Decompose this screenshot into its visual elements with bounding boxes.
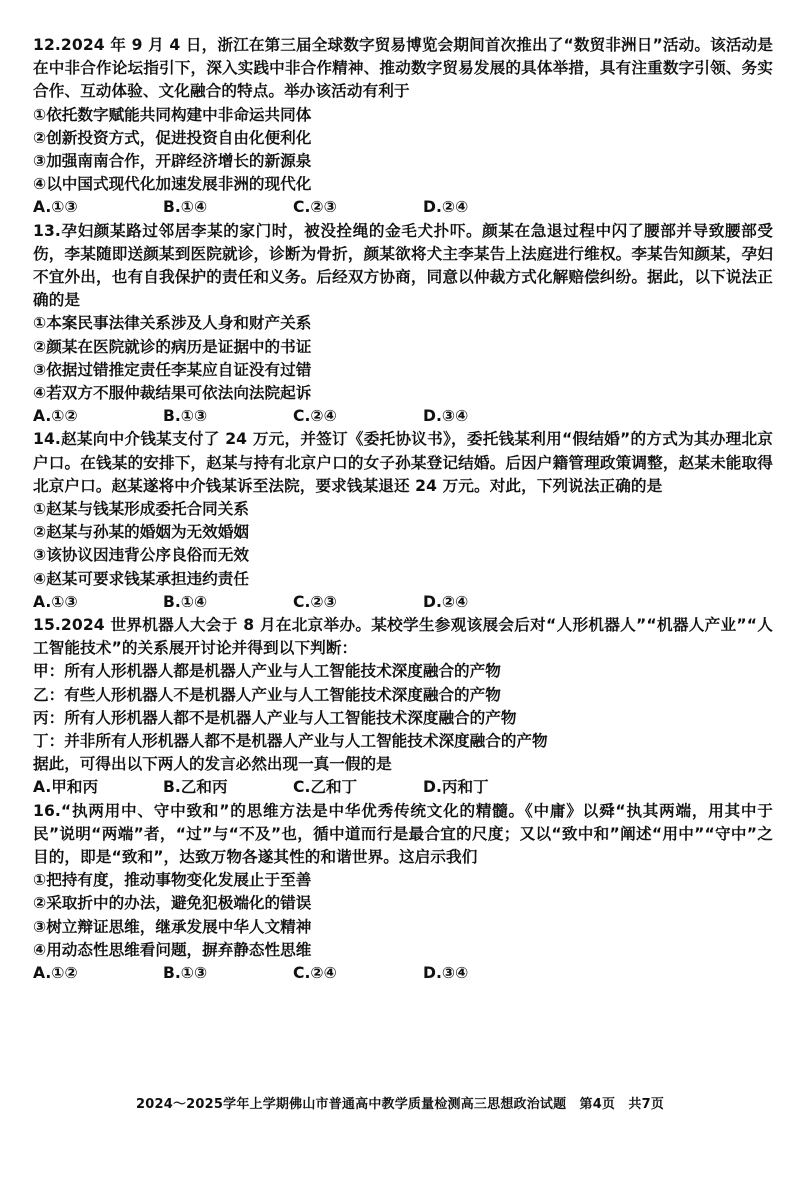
exam-page	[33, 34, 773, 985]
answer-options	[33, 405, 773, 428]
statement-item: 甲：所有人形机器人都是机器人产业与人工智能技术深度融合的产物	[33, 662, 501, 681]
answer-options	[33, 962, 773, 985]
option-c: C.②③	[293, 198, 337, 217]
statement-list	[33, 498, 773, 591]
page-footer: 2024～2025学年上学期佛山市普通高中教学质量检测高三思想政治试题 第4页 共7页	[135, 1097, 665, 1112]
statement-item: ①本案民事法律关系涉及人身和财产关系	[33, 314, 312, 333]
option-b: B.①③	[163, 964, 208, 983]
question-stem: 16.“执两用中、守中致和”的思维方法是中华优秀传统文化的精髓。《中庸》以舜“执其两端，用其中于民”说明“两端”者，“过”与“不及”也，循中道而行是最合宜的尺度；又以“致中和”阐述“用中”“守中”之目的，即是“致和”，达致万物各遂其性的和谐世界。这启示我们	[33, 801, 773, 867]
statement-item: ②创新投资方式，促进投资自由化便利化	[33, 128, 312, 147]
option-b: B.①③	[163, 407, 208, 426]
statement-item: ③加强南南合作，开辟经济增长的新源泉	[33, 152, 312, 171]
option-c: C.乙和丁	[293, 778, 358, 797]
option-a: A.①③	[33, 592, 78, 611]
statement-item: ③该协议因违背公序良俗而无效	[33, 546, 249, 565]
option-a: A.①②	[33, 407, 78, 426]
option-c: C.②③	[293, 592, 337, 611]
statement-item: ④赵某可要求钱某承担违约责任	[33, 569, 249, 588]
statement-list	[33, 312, 773, 405]
statement-list	[33, 869, 773, 962]
statement-item: ②赵某与孙某的婚姻为无效婚姻	[33, 523, 249, 542]
question-13	[33, 220, 773, 429]
statement-item: ②采取折中的办法，避免犯极端化的错误	[33, 894, 312, 913]
answer-options	[33, 591, 773, 614]
option-d: D.②④	[423, 592, 469, 611]
statement-item: ③依据过错推定责任李某应自证没有过错	[33, 360, 312, 379]
option-a: A.甲和丙	[33, 778, 99, 797]
question-16	[33, 800, 773, 986]
option-b: B.①④	[163, 592, 208, 611]
question-12	[33, 34, 773, 220]
option-d: D.③④	[423, 964, 469, 983]
statement-item: ④用动态性思维看问题，摒弃静态性思维	[33, 940, 312, 959]
option-b: B.乙和丙	[163, 778, 228, 797]
statement-item: ①把持有度，推动事物变化发展止于至善	[33, 871, 312, 890]
question-stem: 12.2024 年 9 月 4 日，浙江在第三届全球数字贸易博览会期间首次推出了“数贸非洲日”活动。该活动是在中非合作论坛指引下，深入实践中非合作精神、推动数字贸易发展的具体举措，具有注重数字引领、务实合作、互动体验、文化融合的特点。举办该活动有利于	[33, 36, 773, 101]
option-c: C.②④	[293, 407, 337, 426]
question-stem: 14.赵某向中介钱某支付了 24 万元，并签订《委托协议书》，委托钱某利用“假结婚”的方式为其办理北京户口。在钱某的安排下，赵某与持有北京户口的女子孙某登记结婚。后因户籍管理政策调整，赵某未能取得北京户口。赵某遂将中介钱某诉至法院，要求钱某退还 24 万元。对此，下列说法正确的是	[33, 430, 773, 495]
question-14	[33, 428, 773, 614]
statement-item: 丁：并非所有人形机器人都不是机器人产业与人工智能技术深度融合的产物	[33, 732, 548, 751]
statement-item: 丙：所有人形机器人都不是机器人产业与人工智能技术深度融合的产物	[33, 708, 517, 727]
statement-item: ④若双方不服仲裁结果可依法向法院起诉	[33, 384, 312, 403]
statement-item: ①赵某与钱某形成委托合同关系	[33, 500, 249, 519]
statement-item: ③树立辩证思维，继承发展中华人文精神	[33, 917, 312, 936]
option-d: D.②④	[423, 198, 469, 217]
statement-item: ②颜某在医院就诊的病历是证据中的书证	[33, 337, 312, 356]
option-d: D.③④	[423, 407, 469, 426]
option-c: C.②④	[293, 964, 337, 983]
statement-list	[33, 660, 773, 776]
statement-item: 乙：有些人形机器人不是机器人产业与人工智能技术深度融合的产物	[33, 685, 501, 704]
answer-options	[33, 776, 773, 799]
question-stem: 15.2024 世界机器人大会于 8 月在北京举办。某校学生参观该展会后对“人形机器人”“机器人产业”“人工智能技术”的关系展开讨论并得到以下判断：	[33, 616, 773, 658]
statement-item: ④以中国式现代化加速发展非洲的现代化	[33, 175, 312, 194]
option-b: B.①④	[163, 198, 208, 217]
option-d: D.丙和丁	[423, 778, 489, 797]
option-a: A.①②	[33, 964, 78, 983]
question-stem: 13.孕妇颜某路过邻居李某的家门时，被没拴绳的金毛犬扑吓。颜某在急退过程中闪了腰部并导致腰部受伤，李某随即送颜某到医院就诊，诊断为骨折，颜某欲将犬主李某告上法庭进行维权。李某告知颜某，孕妇不宜外出，也有自我保护的责任和义务。后经双方协商，同意以仲裁方式化解赔偿纠纷。据此，以下说法正确的是	[33, 221, 773, 310]
question-prompt: 据此，可得出以下两人的发言必然出现一真一假的是	[33, 755, 392, 774]
statement-item: ①依托数字赋能共同构建中非命运共同体	[33, 105, 312, 124]
answer-options	[33, 196, 773, 219]
statement-list	[33, 104, 773, 197]
question-15	[33, 614, 773, 800]
option-a: A.①③	[33, 198, 78, 217]
